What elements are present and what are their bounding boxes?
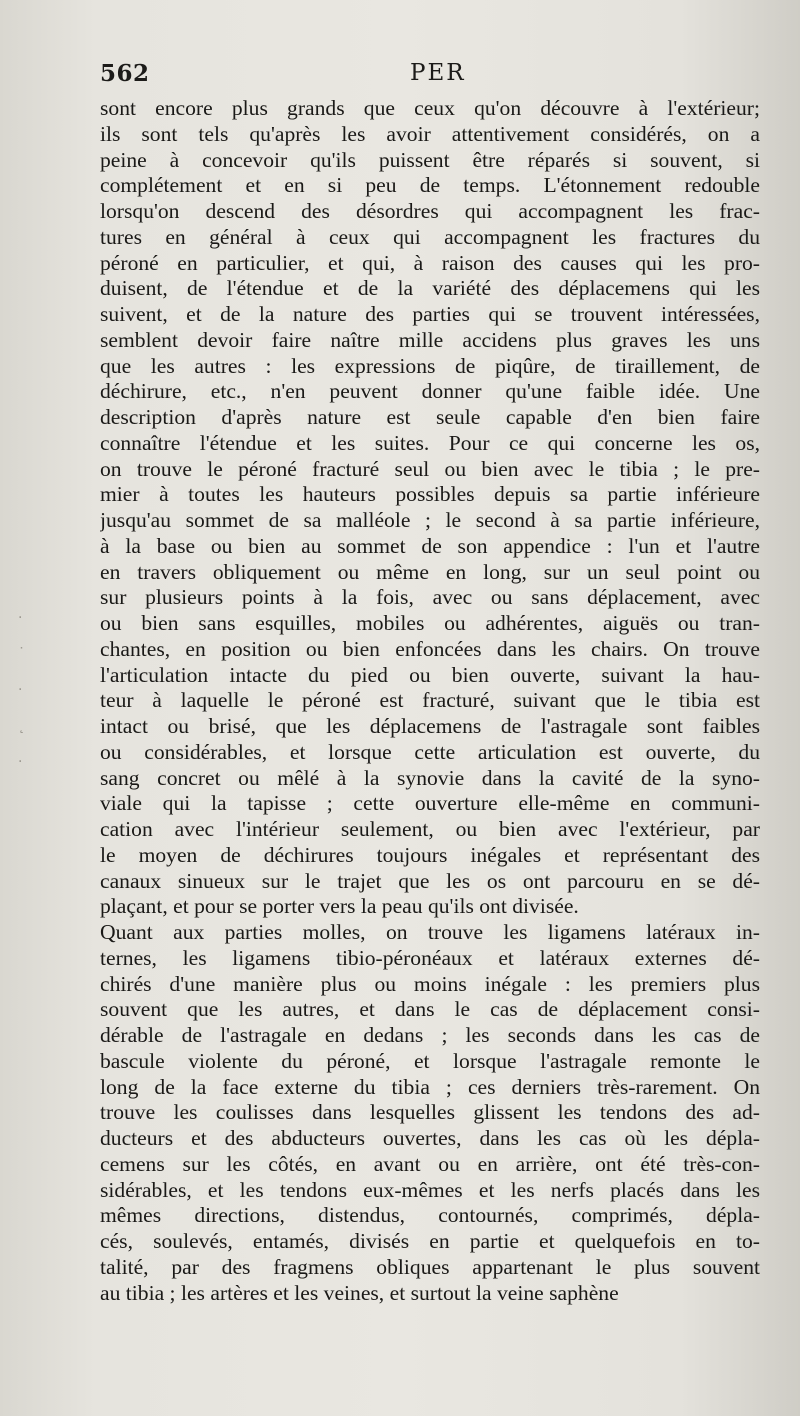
text-line: description d'après nature est seule capable d'en bien faire [100, 405, 760, 429]
text-line: souvent que les autres, et dans le cas de déplacement consi- [100, 997, 760, 1022]
text-line: jusqu'au sommet de sa malléole ; le second à sa partie inférieure, [100, 508, 760, 532]
text-line: mêmes directions, distendus, contournés, comprimés, dépla- [100, 1203, 760, 1228]
text-line: dérable de l'astragale en dedans ; les seconds dans les cas de [100, 1023, 760, 1047]
text-line: connaître l'étendue et les suites. Pour ce qui concerne les os, [100, 430, 760, 455]
text-line: sont encore plus grands que ceux qu'on découvre à l'extérieur; [100, 96, 760, 120]
text-line: en travers obliquement ou même en long, sur un seul point ou [100, 559, 760, 584]
body-text [100, 96, 760, 1306]
text-line: ou considérables, et lorsque cette articulation est ouverte, du [100, 739, 760, 764]
text-line: l'articulation intacte du pied ou bien ouverte, suivant la hau- [100, 662, 760, 687]
text-line: déchirure, etc., n'en peuvent donner qu'une faible idée. Une [100, 379, 760, 404]
text-line: long de la face externe du tibia ; ces derniers très-rarement. On [100, 1074, 760, 1099]
text-line: sang concret ou mêlé à la synovie dans la cavité de la syno- [100, 765, 760, 790]
text-line: canaux sinueux sur le trajet que les os ont parcouru en se dé- [100, 868, 760, 893]
text-line: cation avec l'intérieur seulement, ou bien avec l'extérieur, par [100, 817, 760, 841]
page-number: 562 [100, 60, 150, 87]
text-line: teur à laquelle le péroné est fracturé, suivant que le tibia est [100, 688, 760, 713]
running-head: PER [410, 60, 466, 86]
text-line: cés, soulevés, entamés, divisés en partie et quelquefois en to- [100, 1229, 760, 1253]
text-line: suivent, et de la nature des parties qui se trouvent intéressées, [100, 302, 760, 326]
text-line: péroné en particulier, et qui, à raison des causes qui les pro- [100, 250, 760, 275]
text-line: trouve les coulisses dans lesquelles glissent les tendons des ad- [100, 1100, 760, 1125]
text-line: chirés d'une manière plus ou moins inégale : les premiers plus [100, 971, 760, 996]
text-line: intact ou brisé, que les déplacemens de l'astragale sont faibles [100, 714, 760, 738]
page-header [100, 60, 760, 92]
text-line: à la base ou bien au sommet de son appendice : l'un et l'autre [100, 533, 760, 558]
text-line: complétement et en si peu de temps. L'étonnement redouble [100, 173, 760, 198]
text-line: peine à concevoir qu'ils puissent être réparés si souvent, si [100, 147, 760, 172]
text-line: ou bien sans esquilles, mobiles ou adhérentes, aiguës ou tran- [100, 611, 760, 635]
text-line: sur plusieurs points à la fois, avec ou sans déplacement, avec [100, 585, 760, 610]
text-line: chantes, en position ou bien enfoncées dans les chairs. On trouve [100, 636, 760, 661]
text-line: bascule violente du péroné, et lorsque l'astragale remonte le [100, 1048, 760, 1073]
margin-specks: · ˙ · ˛ · [18, 610, 25, 770]
text-line: on trouve le péroné fracturé seul ou bien avec le tibia ; le pre- [100, 456, 760, 481]
text-line: le moyen de déchirures toujours inégales et représentant des [100, 842, 760, 867]
text-line: lorsqu'on descend des désordres qui accompagnent les frac- [100, 199, 760, 223]
text-line: mier à toutes les hauteurs possibles depuis sa partie inférieure [100, 482, 760, 507]
text-line: sidérables, et les tendons eux-mêmes et les nerfs placés dans les [100, 1177, 760, 1202]
text-line: tures en général à ceux qui accompagnent les fractures du [100, 224, 760, 249]
text-line: cemens sur les côtés, en avant ou en arrière, ont été très-con- [100, 1151, 760, 1176]
text-line: semblent devoir faire naître mille accidens plus graves les uns [100, 327, 760, 352]
text-line: ils sont tels qu'après les avoir attentivement considérés, on a [100, 121, 760, 146]
text-line: au tibia ; les artères et les veines, et surtout la veine saphène [100, 1280, 619, 1305]
text-line: duisent, de l'étendue et de la variété des déplacemens qui les [100, 276, 760, 301]
text-line: viale qui la tapisse ; cette ouverture elle-même en communi- [100, 791, 760, 816]
text-line: ducteurs et des abducteurs ouvertes, dans les cas où les dépla- [100, 1126, 760, 1150]
text-line: plaçant, et pour se porter vers la peau qu'ils ont divisée. [100, 894, 579, 919]
text-line: talité, par des fragmens obliques appartenant le plus souvent [100, 1254, 760, 1279]
text-line: ternes, les ligamens tibio-péronéaux et latéraux externes dé- [100, 945, 760, 970]
text-line: que les autres : les expressions de piqûre, de tiraillement, de [100, 353, 760, 378]
text-line: Quant aux parties molles, on trouve les ligamens latéraux in- [100, 920, 760, 944]
